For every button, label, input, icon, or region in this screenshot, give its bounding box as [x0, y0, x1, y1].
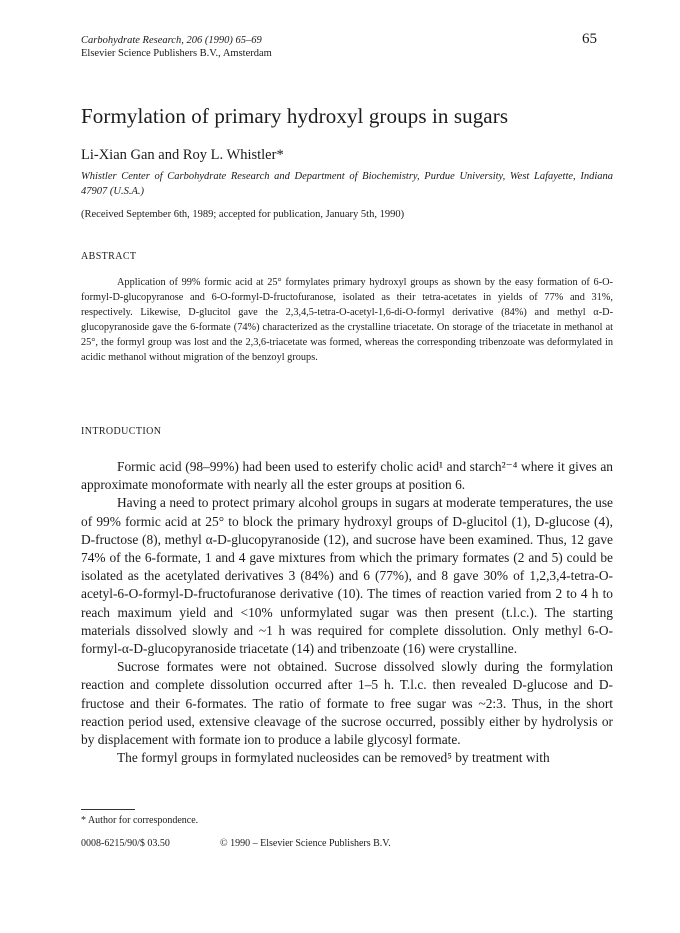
- article-title: Formylation of primary hydroxyl groups in sugars: [81, 104, 509, 128]
- abstract-body: [81, 275, 613, 365]
- copyright-line: © 1990 – Elsevier Science Publishers B.V.: [220, 838, 391, 849]
- abstract-heading: ABSTRACT: [81, 251, 137, 262]
- received-dates: (Received September 6th, 1989; accepted for publication, January 5th, 1990): [81, 209, 405, 220]
- abstract-paragraph: Application of 99% formic acid at 25° formylates primary hydroxyl groups as shown by the easy formation of 6-O-formyl-D-glucopyranose and 6-O-formyl-D-fructofuranose, isolated as their tetra-acetates in yields of 77% and 31%, respectively. Likewise, D-glucitol gave the 2,3,4,5-tetra-O-acetyl-1,6-di-O-formyl derivative (84%) and methyl α-D-glucopyranoside gave the 6-formate (74%) characterized as the crystalline triacetate. On storage of the triacetate in methanol at 25°, the formyl group was lost and the 2,3,6-triacetate was formed, whereas the corresponding tribenzoate was deformylated in acidic methanol without migration of the benzoyl groups.: [81, 277, 613, 363]
- publisher-line: Elsevier Science Publishers B.V., Amsterdam: [81, 48, 272, 59]
- correspondence-footnote: * Author for correspondence.: [81, 815, 199, 826]
- footnote-divider: [81, 809, 135, 810]
- intro-paragraph-2: Having a need to protect primary alcohol groups in sugars at moderate temperatures, the use of 99% formic acid at 25° to block the primary hydroxyl groups of D-glucitol (1), D-glucose (4), D-fructose (8), methyl α-D-glucopyranoside (12), and sucrose have been examined. Thus, 12 gave 74% of the 6-formate, 1 and 4 gave mixtures from which the primary formates (2 and 5) could be isolated as the acetylated derivatives 3 (84%) and 6 (77%), and 8 gave 30% of 1,2,3,4-tetra-O-acetyl-6-O-formyl-D-fructofuranose derivative (10). The times of reaction varied from 2 to 4 h to reach maximum yield and <10% unformylated sugar was then present (t.l.c.). The starting materials dissolved slowly and ~1 h was required for complete dissolution. Only methyl 6-O-formyl-α-D-glucopyranoside triacetate (14) and tribenzoate (16) were crystalline.: [81, 495, 613, 657]
- article-code: 0008-6215/90/$ 03.50: [81, 838, 170, 849]
- article-authors: Li-Xian Gan and Roy L. Whistler*: [81, 147, 284, 163]
- journal-citation: Carbohydrate Research, 206 (1990) 65–69: [81, 35, 262, 46]
- page-number: 65: [582, 31, 597, 47]
- intro-paragraph-4: The formyl groups in formylated nucleosides can be removed⁵ by treatment with: [117, 750, 550, 766]
- author-affiliation: Whistler Center of Carbohydrate Research and Department of Biochemistry, Purdue University, West Lafayette, Indiana 47907 (U.S.A.): [81, 171, 613, 197]
- intro-paragraph-1: Formic acid (98–99%) had been used to esterify cholic acid¹ and starch²⁻⁴ where it gives an approximate monoformate with nearly all the ester groups at position 6.: [81, 459, 613, 493]
- intro-paragraph-3: Sucrose formates were not obtained. Sucrose dissolved slowly during the formylation reaction and complete dissolution occurred after 1–5 h. T.l.c. then revealed D-glucose and D-fructose and their 6-formates. The ratio of formate to free sugar was ~2:3. Thus, in the short reaction period used, extensive cleavage of the sucrose occurred, possibly either by hydrolysis or by displacement with formate ion to produce a labile glycosyl formate.: [81, 659, 613, 748]
- introduction-heading: INTRODUCTION: [81, 426, 162, 437]
- introduction-body: [81, 458, 613, 767]
